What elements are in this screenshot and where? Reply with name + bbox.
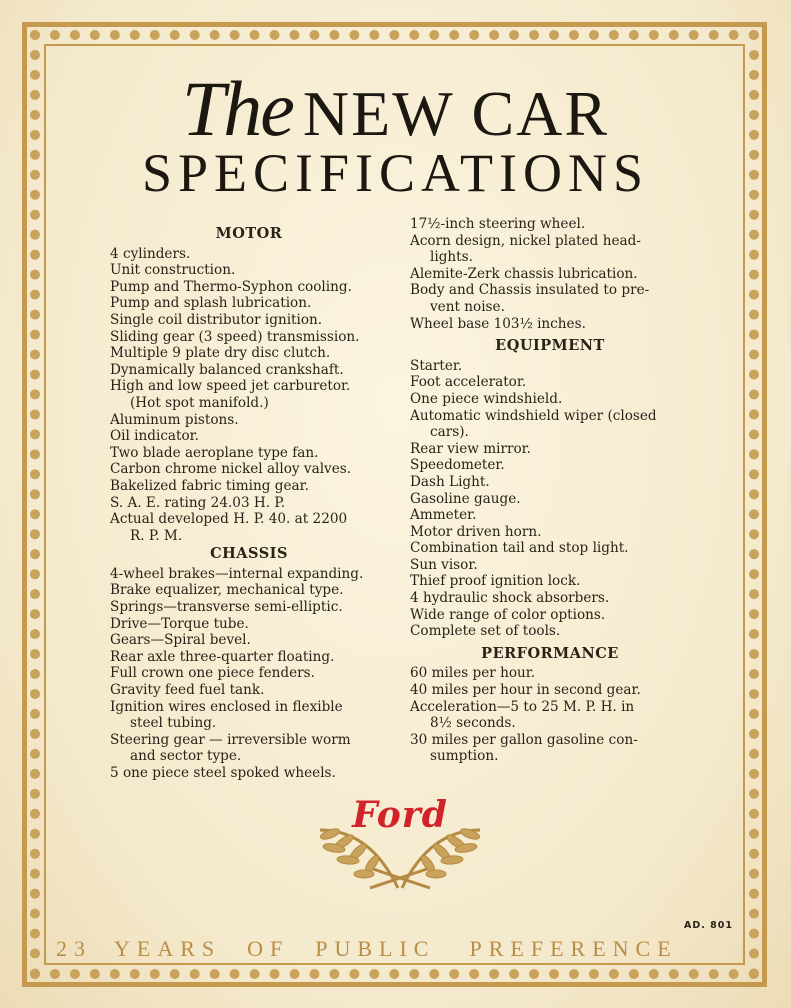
spec-item <box>410 266 690 283</box>
spec-item <box>110 511 388 544</box>
spec-item-text: One piece windshield. <box>410 390 563 407</box>
section-heading-performance: PERFORMANCE <box>481 644 619 662</box>
spec-item <box>110 632 388 649</box>
spec-item-text: Drive—Torque tube. <box>110 615 249 632</box>
spec-item-text: 5 one piece steel spoked wheels. <box>110 765 336 781</box>
spec-item-text: High and low speed jet carburetor. <box>110 378 351 395</box>
spec-item <box>410 216 690 233</box>
spec-item <box>410 590 690 607</box>
footer-number: 23 <box>56 936 92 961</box>
section-heading-motor: MOTOR <box>215 225 283 242</box>
spec-item-text: 60 miles per hour. <box>410 665 536 682</box>
spec-item <box>410 540 690 557</box>
spec-item-continuation: 8½ seconds. <box>430 715 516 732</box>
spec-item <box>410 524 690 541</box>
spec-item-text: Aluminum pistons. <box>110 411 239 428</box>
spec-item-text: Pump and splash lubrication. <box>110 295 312 312</box>
spec-item <box>410 507 690 524</box>
title-the: The <box>181 65 293 152</box>
spec-item-text: Multiple 9 plate dry disc clutch. <box>110 345 331 362</box>
spec-item-text: 4 hydraulic shock absorbers. <box>410 590 610 607</box>
spec-item-text: Dash Light. <box>410 473 490 490</box>
spec-item-text: Speedometer. <box>410 457 505 474</box>
equipment-list <box>410 358 690 640</box>
spec-item-text: Acceleration—5 to 25 M. P. H. in <box>410 698 635 715</box>
spec-item-text: Combination tail and stop light. <box>410 540 629 557</box>
spec-item-text: 17½-inch steering wheel. <box>410 216 586 232</box>
spec-item <box>110 649 388 666</box>
footer-word-of: OF <box>247 936 290 961</box>
spec-item-text: Brake equalizer, mechanical type. <box>110 582 344 599</box>
spec-item-continuation: R. P. M. <box>130 527 183 544</box>
spec-item-text: Gasoline gauge. <box>410 490 521 507</box>
footer-word-preference: PREFERENCE <box>469 936 678 961</box>
spec-item <box>410 457 690 474</box>
spec-item <box>110 665 388 682</box>
spec-item-text: Carbon chrome nickel alloy valves. <box>110 461 352 478</box>
spec-item-continuation: vent noise. <box>430 298 505 315</box>
spec-item <box>110 262 388 279</box>
performance-list <box>410 665 690 765</box>
section-heading-chassis: CHASSIS <box>210 545 288 563</box>
spec-item-continuation: sumption. <box>430 748 499 765</box>
chassis-continued-list <box>410 216 690 332</box>
spec-item-text: Acorn design, nickel plated head- <box>410 232 641 249</box>
spec-item-text: 40 miles per hour in second gear. <box>410 682 641 699</box>
spec-item-continuation: steel tubing. <box>130 715 217 732</box>
spec-item-text: Single coil distributor ignition. <box>110 311 323 328</box>
spec-item <box>110 378 388 411</box>
spec-item-text: Complete set of tools. <box>410 623 561 640</box>
spec-item-text: Wide range of color options. <box>410 606 606 623</box>
section-heading-equipment: EQUIPMENT <box>495 337 605 355</box>
spec-item <box>410 474 690 491</box>
spec-item-text: Dynamically balanced crankshaft. <box>110 361 344 378</box>
spec-item <box>110 279 388 296</box>
spec-item-text: Rear view mirror. <box>410 440 531 457</box>
spec-item <box>110 428 388 445</box>
spec-item <box>410 441 690 458</box>
spec-item <box>110 732 388 765</box>
spec-item <box>110 582 388 599</box>
spec-item-text: Steering gear — irreversible worm <box>110 731 351 748</box>
spec-item <box>410 732 690 765</box>
spec-item <box>110 246 388 263</box>
spec-item-text: Full crown one piece fenders. <box>110 665 315 682</box>
spec-item-text: Bakelized fabric timing gear. <box>110 477 309 494</box>
spec-item <box>110 445 388 462</box>
motor-list <box>110 246 388 545</box>
spec-item-text: Ignition wires enclosed in flexible <box>110 698 343 715</box>
footer-word-years: YEARS <box>114 936 222 961</box>
footer-word-public: PUBLIC <box>315 936 436 961</box>
spec-item <box>110 329 388 346</box>
spec-item <box>410 682 690 699</box>
spec-item-text: Wheel base 103½ inches. <box>410 315 586 332</box>
spec-item-continuation: cars). <box>430 424 469 441</box>
spec-item <box>410 491 690 508</box>
footer-slogan <box>56 936 740 962</box>
left-column <box>110 226 388 782</box>
spec-item-text: Unit construction. <box>110 262 236 279</box>
spec-item-text: Thief proof ignition lock. <box>410 573 581 590</box>
spec-item <box>410 233 690 266</box>
ad-number: AD. 801 <box>684 920 733 931</box>
spec-item <box>110 616 388 633</box>
spec-item <box>410 573 690 590</box>
spec-item <box>410 623 690 640</box>
spec-item <box>410 358 690 375</box>
spec-item <box>110 362 388 379</box>
spec-item <box>410 391 690 408</box>
spec-item-text: 4-wheel brakes—internal expanding. <box>110 565 364 582</box>
spec-item-text: S. A. E. rating 24.03 H. P. <box>110 494 286 511</box>
spec-item <box>110 765 388 782</box>
spec-item <box>410 282 690 315</box>
spec-item <box>110 495 388 512</box>
spec-item <box>410 557 690 574</box>
spec-item-text: Motor driven horn. <box>410 523 542 540</box>
spec-item <box>410 408 690 441</box>
spec-item <box>110 478 388 495</box>
spec-item-text: Body and Chassis insulated to pre- <box>410 282 650 299</box>
spec-item <box>410 607 690 624</box>
spec-item-text: Starter. <box>410 357 463 374</box>
title-line-2: SPECIFICATIONS <box>141 143 650 203</box>
chassis-list <box>110 566 388 782</box>
title-line-1 <box>0 65 791 152</box>
spec-item <box>110 682 388 699</box>
spec-item-text: Automatic windshield wiper (closed <box>410 407 657 424</box>
spec-item-text: 4 cylinders. <box>110 245 191 262</box>
ford-logo: Ford <box>352 794 448 836</box>
spec-item-text: Gravity feed fuel tank. <box>110 682 265 699</box>
spec-item-continuation: lights. <box>430 249 473 266</box>
spec-item <box>110 412 388 429</box>
spec-item <box>110 312 388 329</box>
spec-item <box>110 461 388 478</box>
spec-item <box>410 374 690 391</box>
spec-item-text: Sun visor. <box>410 556 478 573</box>
title-new-car: NEW CAR <box>302 78 610 149</box>
spec-item-continuation: (Hot spot manifold.) <box>130 394 269 411</box>
spec-item-text: Actual developed H. P. 40. at 2200 <box>110 511 348 528</box>
right-column <box>410 216 690 765</box>
spec-item-text: Pump and Thermo-Syphon cooling. <box>110 278 352 295</box>
spec-item <box>110 295 388 312</box>
spec-item-text: Rear axle three-quarter floating. <box>110 648 335 665</box>
spec-item <box>410 316 690 333</box>
spec-item-text: 30 miles per gallon gasoline con- <box>410 731 638 748</box>
spec-item-text: Ammeter. <box>410 507 477 524</box>
spec-item-text: Two blade aeroplane type fan. <box>110 444 319 461</box>
spec-item-text: Oil indicator. <box>110 428 200 445</box>
spec-item-text: Foot accelerator. <box>410 374 527 391</box>
spec-item <box>110 599 388 616</box>
spec-item-text: Sliding gear (3 speed) transmission. <box>110 328 360 345</box>
spec-item <box>410 665 690 682</box>
spec-item <box>110 699 388 732</box>
spec-item <box>110 345 388 362</box>
spec-item-text: Springs—transverse semi-elliptic. <box>110 599 343 616</box>
spec-item-continuation: and sector type. <box>130 748 242 765</box>
spec-item-text: Alemite-Zerk chassis lubrication. <box>410 265 638 282</box>
ford-laurel-emblem <box>300 790 500 900</box>
spec-item <box>110 566 388 583</box>
spec-item <box>410 699 690 732</box>
spec-item-text: Gears—Spiral bevel. <box>110 632 251 649</box>
